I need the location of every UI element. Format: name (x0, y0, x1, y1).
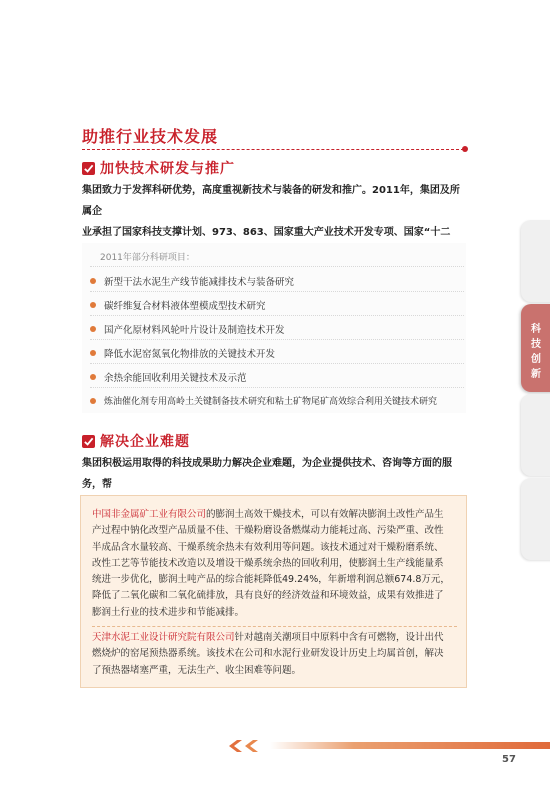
divider (90, 315, 464, 316)
case-line: 燃烧炉的窑尾预热器系统。该技术在公司和水泥行业研发设计历史上均属首创，解决 (92, 648, 444, 660)
project-item-label: 降低水泥窑氮氧化物排放的关键技术开发 (104, 349, 276, 360)
divider (90, 387, 464, 388)
case-line: 改性工艺等节能技术改造以及增设干燥系统余热的回收利用，使膨润土生产线能量系 (92, 557, 444, 569)
divider (90, 266, 464, 267)
project-item-label: 新型干法水泥生产线节能减排技术与装备研究 (104, 277, 295, 288)
project-item-label: 余热余能回收利用关键技术及示范 (104, 373, 247, 384)
bullet-icon (90, 326, 96, 332)
subsection-title: 解决企业难题 (100, 434, 190, 450)
bullet-icon (90, 278, 96, 284)
case-text: 的膨润土高效干燥技术，可以有效解决膨润土改性产品生 (206, 509, 444, 520)
divider (90, 363, 464, 364)
page-number: 57 (502, 754, 516, 765)
case-line (92, 507, 457, 523)
project-item (90, 394, 437, 407)
side-tab[interactable] (521, 394, 550, 476)
divider (90, 339, 464, 340)
project-item-label: 碳纤维复合材料液体塑模成型技术研究 (104, 301, 266, 312)
case-paragraph (92, 630, 457, 679)
side-tab-char: 科 (531, 324, 541, 335)
project-item (90, 346, 275, 360)
project-item-label: 国产化原材料风轮叶片设计及制造技术开发 (104, 325, 285, 336)
paragraph-line: 业承担了国家科技支撑计划、973、863、国家重大产业技术开发专项、国家“十二 (82, 227, 451, 238)
side-tab-char: 创 (531, 354, 541, 365)
case-text: 针对越南关潮项目中原料中含有可燃物，设计出代 (234, 632, 444, 643)
footer-bar (270, 742, 550, 749)
project-list-header: 2011年部分科研项目： (100, 253, 195, 263)
bullet-icon (90, 350, 96, 356)
subsection-title: 加快技术研发与推广 (100, 161, 235, 177)
side-tab-label (526, 322, 546, 382)
project-item (90, 322, 285, 336)
paragraph-line: 集团致力于发挥科研优势，高度重视新技术与装备的研发和推广。2011年，集团及所属企 (82, 185, 460, 217)
divider (92, 626, 457, 627)
organization-name: 中国非金属矿工业有限公司 (92, 509, 207, 520)
case-line (92, 630, 457, 646)
side-tab[interactable] (521, 220, 550, 302)
subsection-header-solutions (82, 431, 190, 451)
case-paragraph (92, 507, 457, 621)
case-line: 统进一步优化，膨润土吨产品的综合能耗降低49.24%，年新增利润总额674.8万元， (92, 574, 450, 586)
footer-chevrons (226, 738, 270, 757)
bullet-icon (90, 374, 96, 380)
project-item (90, 370, 247, 384)
checkmark-icon (82, 162, 95, 175)
case-line: 膨润土行业的技术进步和节能减排。 (92, 606, 245, 618)
case-line: 产过程中钠化改型产品质量不佳、干燥粉磨设备燃煤动力能耗过高、污染严重、改性 (92, 525, 444, 537)
title-divider-dot (462, 146, 468, 152)
organization-name: 天津水泥工业设计研究院有限公司 (92, 632, 235, 643)
side-tab-char: 新 (531, 369, 541, 380)
divider (90, 291, 464, 292)
bullet-icon (90, 398, 96, 404)
case-line: 半成品含水量较高、干燥系统余热未有效利用等问题。该技术通过对干燥粉磨系统、 (92, 541, 444, 553)
project-item (90, 274, 294, 288)
case-line: 了预热器堵塞严重，无法生产、收尘困难等问题。 (92, 664, 302, 676)
paragraph-line: 集团积极运用取得的科技成果助力解决企业难题，为企业提供技术、咨询等方面的服务，帮 (82, 458, 452, 490)
section-title: 助推行业技术发展 (82, 127, 219, 146)
project-item-label: 炼油催化剂专用高岭土关键制备技术研究和粘土矿物尾矿高效综合利用关键技术研究 (104, 397, 438, 407)
side-tab[interactable] (521, 478, 550, 560)
case-line: 降低了二氧化碳和二氧化硫排放，具有良好的经济效益和环境效益，成果有效推进了 (92, 590, 444, 602)
checkmark-icon (82, 435, 95, 448)
chevron-left-icon (226, 739, 270, 753)
title-divider (82, 149, 464, 150)
side-tab-char: 技 (531, 339, 541, 350)
project-item (90, 298, 266, 312)
bullet-icon (90, 302, 96, 308)
subsection-header-research (82, 158, 235, 178)
